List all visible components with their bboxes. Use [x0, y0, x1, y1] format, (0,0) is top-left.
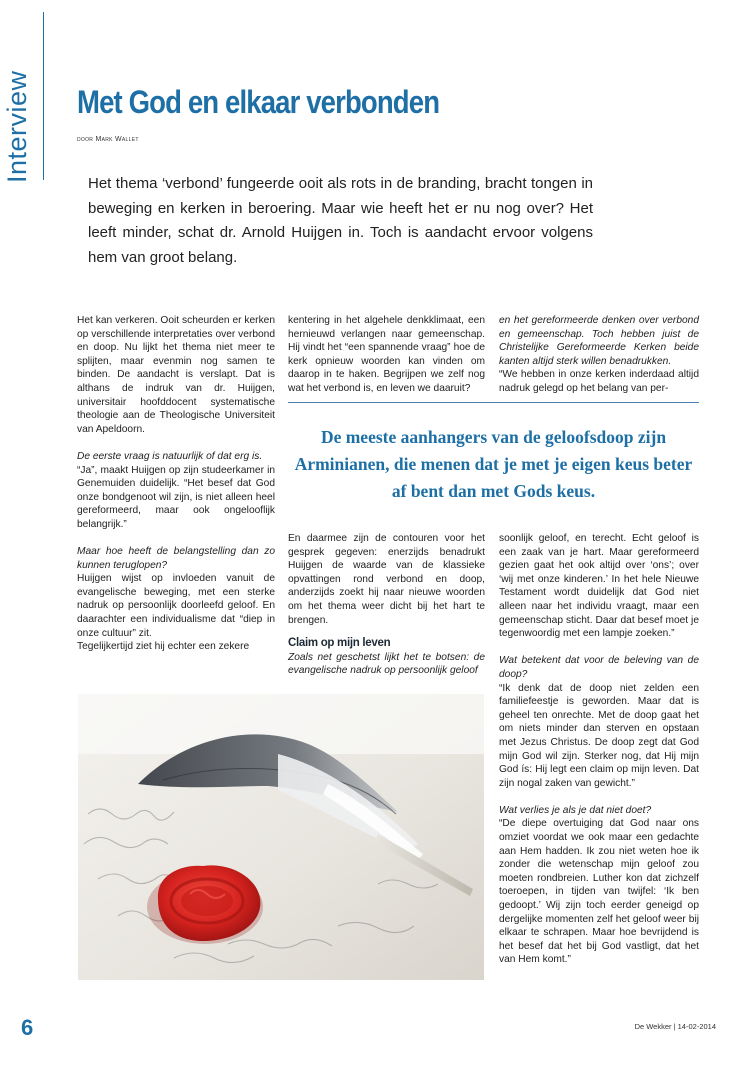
interview-question: Maar hoe heeft de belangstelling dan zo kunnen teruglopen?: [77, 546, 275, 571]
article-title: Met God en elkaar verbonden: [77, 84, 440, 120]
byline: [77, 136, 139, 143]
pullquote-rule: [288, 402, 699, 403]
column-2-top: [288, 314, 485, 396]
article-photo: [78, 694, 484, 980]
page-number: 6: [21, 1015, 34, 1040]
publication-footer: De Wekker | 14-02-2014: [634, 1022, 716, 1031]
paragraph: soonlijk geloof, en terecht. Echt geloof is een zaak van je hart. Maar gereformeerd gezien gaat het ook altijd over ‘ons’; over ‘wij met onze kinderen.’ In het hele Nieuwe Testament wordt duidelijk dat God niet alleen naar het individu vraagt, maar een gemeenschap sticht. Daar dat besef moet je tegenwoordig met een lampje zoeken.”: [499, 533, 699, 640]
quill-and-seal-illustration: [78, 694, 484, 980]
byline-author: Mark Wallet: [95, 136, 139, 143]
interview-question: Wat betekent dat voor de beleving van de doop?: [499, 655, 699, 680]
paragraph: Tegelijkertijd ziet hij echter een zekere: [77, 641, 250, 653]
interview-question: Wat verlies je als je dat niet doet?: [499, 804, 652, 816]
paragraph: En daarmee zijn de contouren voor het gesprek gegeven: enerzijds benadrukt Huijgen de waarde van de klassieke opvattingen rond verbond en doop, anderzijds zoekt hij naar nieuwe woorden om het thema weer dicht bij het hart te brengen.: [288, 533, 485, 626]
interview-question: en het gereformeerde denken over verbond en gemeenschap. Toch hebben juist de Christelijke Gereformeerde Kerken beide kanten altijd sterk willen benadrukken.: [499, 315, 699, 367]
byline-prefix: door: [77, 136, 94, 143]
column-3-top: [499, 314, 699, 396]
section-rule: [43, 12, 44, 180]
paragraph: Huijgen wijst op invloeden vanuit de evangelische beweging, met een sterke nadruk op persoonlijk doorleefd geloof. En daarachter een individualisme dat “diep in onze cultuur” zit.: [77, 573, 275, 639]
interview-question: De eerste vraag is natuurlijk of dat erg is.: [77, 450, 263, 462]
column-2-bottom: [288, 532, 485, 678]
paragraph: Het kan verkeren. Ooit scheurden er kerken op verschillende interpretaties over verbond en doop. Nu lijkt het thema niet meer te splijten, maar evenmin nog samen te binden. De aandacht is verslapt. Dat is althans de indruk van dr. Huijgen, universitair hoofddocent systematische theologie aan de Theologische Universiteit van Apeldoorn.: [77, 315, 275, 435]
paragraph: “Ja”, maakt Huijgen op zijn studeerkamer in Genemuiden duidelijk. “Het besef dat God onze bondgenoot wil zijn, is niet alleen heel gereformeerd, maar ook ongelooflijk belangrijk.”: [77, 464, 275, 530]
column-1: [77, 314, 275, 654]
section-label: Interview: [2, 70, 32, 183]
paragraph: “De diepe overtuiging dat God naar ons omziet voordat we ook maar een gedachte aan Hem hadden. Ik zou niet weten hoe ik zonder die wetenschap mijn geloof zou moeten rondbreien. Luther kon dat zichzelf toeroepen, in tijden van twijfel: ‘Ik ben gedoopt.’ Wij zijn toch eerder geneigd op dergelijke momenten zelf het geloof weer bij elkaar te schrapen. Maar hoe bevrijdend is het besef dat het bij God vastligt, dat het van Hem komt.”: [499, 818, 699, 966]
paragraph: “We hebben in onze kerken inderdaad altijd nadruk gelegd op het belang van per-: [499, 369, 699, 394]
column-3-bottom: [499, 532, 699, 967]
subheading: Claim op mijn leven: [288, 637, 391, 650]
paragraph: kentering in het algehele denkklimaat, een hernieuwd verlangen naar gemeenschap. Hij vindt het “een spannende vraag” hoe de kerk opnieuw woorden kan vinden om daarop in te haken. Begrijpen we zelf nog wat het verbond is, en leven we daaruit?: [288, 315, 485, 394]
paragraph: “Ik denk dat de doop niet zelden een familiefeestje is geworden. Maar dat is geheel ten onrechte. Met de doop gaat het om niets minder dan sterven en opstaan met Jezus Christus. De doop zegt dat God mijn God wil zijn. Sterker nog, dat Hij mijn God ís: Hij legt een claim op mijn leven. Dat zijn nogal zaken van gewicht.”: [499, 682, 699, 789]
pullquote: De meeste aanhangers van de geloofsdoop zijn Arminianen, die menen dat je met je eigen keus beter af bent dan met Gods keus.: [294, 427, 693, 501]
interview-question: Zoals net geschetst lijkt het te botsen: de evangelische nadruk op persoonlijk geloof: [288, 651, 485, 677]
lead-paragraph: Het thema ‘verbond’ fungeerde ooit als rots in de branding, bracht tongen in beweging en kerken in beroering. Maar wie heeft het er nu nog over? Het leeft minder, schat dr. Arnold Huijgen in. Toch is aandacht ervoor volgens hem van groot belang.: [88, 175, 593, 266]
